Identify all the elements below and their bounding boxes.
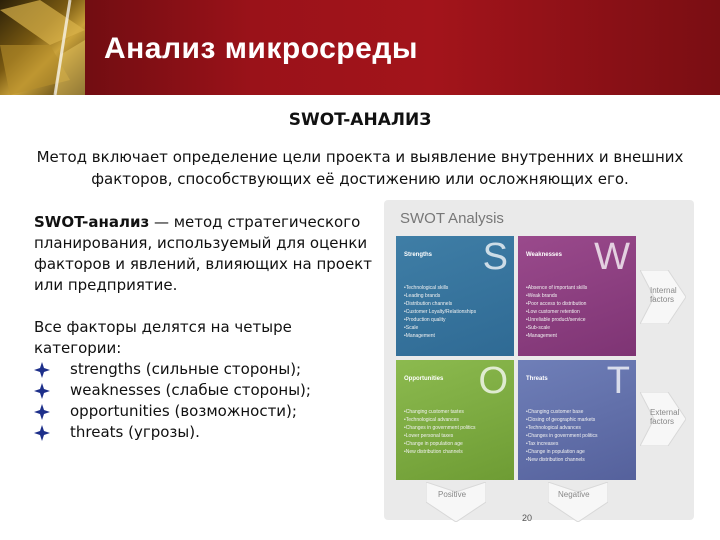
quadrant-heading: Opportunities xyxy=(404,376,444,382)
page-title: Анализ микросреды xyxy=(104,32,418,65)
category-label: opportunities (возможности); xyxy=(70,402,297,420)
quadrant-item: • Change in population age xyxy=(526,448,598,456)
quadrant-heading: Strengths xyxy=(404,252,433,258)
quadrant-item: • Management xyxy=(526,332,587,340)
negative-arrow-icon xyxy=(548,482,608,522)
swot-figure xyxy=(384,200,694,520)
quadrant-weaknesses xyxy=(518,236,636,356)
category-label: strengths (сильные стороны); xyxy=(70,360,302,378)
quadrant-item: • Change in population age xyxy=(404,440,476,448)
quadrant-item: • Unreliable product/service xyxy=(526,316,587,324)
quadrant-item: • Sub-scale xyxy=(526,324,587,332)
quadrant-item: • Weak brands xyxy=(526,292,587,300)
swot-figure-title: SWOT Analysis xyxy=(400,210,504,227)
quadrant-item: • New distribution channels xyxy=(526,456,598,464)
quadrant-item: • Production quality xyxy=(404,316,476,324)
header-bar xyxy=(0,0,720,95)
quadrant-item: • Changes in government politics xyxy=(526,432,598,440)
definition-paragraph xyxy=(34,212,379,296)
header-decoration-image xyxy=(0,0,85,95)
quadrant-item: • Scale xyxy=(404,324,476,332)
internal-factors-label: Internal factors xyxy=(650,286,677,304)
quadrant-letter: O xyxy=(478,360,508,402)
negative-label: Negative xyxy=(558,490,590,499)
quadrant-letter: W xyxy=(594,236,630,278)
categories-list xyxy=(34,359,379,443)
quadrant-item: • Technological advances xyxy=(526,424,598,432)
quadrant-item: • Lower personal taxes xyxy=(404,432,476,440)
quadrant-item: • Customer Loyalty/Relationships xyxy=(404,308,476,316)
quadrant-letter: S xyxy=(482,236,508,278)
diamond-bullet-icon xyxy=(34,362,50,378)
quadrant-items xyxy=(404,408,476,456)
definition-term: SWOT-анализ xyxy=(34,213,150,231)
diamond-bullet-icon xyxy=(34,404,50,420)
quadrant-item: • Tax increases xyxy=(526,440,598,448)
quadrant-item: • Technological skills xyxy=(404,284,476,292)
definition-text: — метод стратегического планирования, используемый для оценки факторов и явлений, влияющих на проект или предприятие. xyxy=(34,213,372,294)
diamond-bullet-icon xyxy=(34,383,50,399)
quadrant-item: • Distribution channels xyxy=(404,300,476,308)
intro-paragraph: Метод включает определение цели проекта и выявление внутренних и внешних факторов, способствующих её достижению или осложняющих его. xyxy=(36,148,684,188)
quadrant-items xyxy=(526,284,587,340)
quadrant-item: • Low customer retention xyxy=(526,308,587,316)
category-item xyxy=(34,380,379,401)
quadrant-item: • Changing customer base xyxy=(526,408,598,416)
quadrant-items xyxy=(526,408,598,464)
quadrant-items xyxy=(404,284,476,340)
quadrant-item: • Changes in government politics xyxy=(404,424,476,432)
positive-arrow-icon xyxy=(426,482,486,522)
category-label: weaknesses (слабые стороны); xyxy=(70,381,311,399)
quadrant-item: • Management xyxy=(404,332,476,340)
categories-intro: Все факторы делятся на четыре категории: xyxy=(34,318,292,357)
quadrant-heading: Weaknesses xyxy=(526,252,562,258)
category-item xyxy=(34,401,379,422)
quadrant-item: • Closing of geographic markets xyxy=(526,416,598,424)
category-item xyxy=(34,422,379,443)
quadrant-strengths xyxy=(396,236,514,356)
category-label: threats (угрозы). xyxy=(70,423,200,441)
definition-column xyxy=(34,212,379,443)
quadrant-item: • Poor access to distribution xyxy=(526,300,587,308)
quadrant-item: • Absence of important skills xyxy=(526,284,587,292)
quadrant-item: • Technological advances xyxy=(404,416,476,424)
external-factors-label: External factors xyxy=(650,408,680,426)
quadrant-item: • Leading brands xyxy=(404,292,476,300)
quadrant-heading: Threats xyxy=(526,376,548,382)
quadrant-threats xyxy=(518,360,636,480)
quadrant-opportunities xyxy=(396,360,514,480)
category-item xyxy=(34,359,379,380)
slide-number: 20 xyxy=(522,513,533,523)
quadrant-letter: T xyxy=(606,360,630,402)
quadrant-item: • New distribution channels xyxy=(404,448,476,456)
positive-label: Positive xyxy=(438,490,467,499)
diamond-bullet-icon xyxy=(34,425,50,441)
section-subtitle: SWOT-АНАЛИЗ xyxy=(288,110,432,130)
quadrant-item: • Changing customer tastes xyxy=(404,408,476,416)
